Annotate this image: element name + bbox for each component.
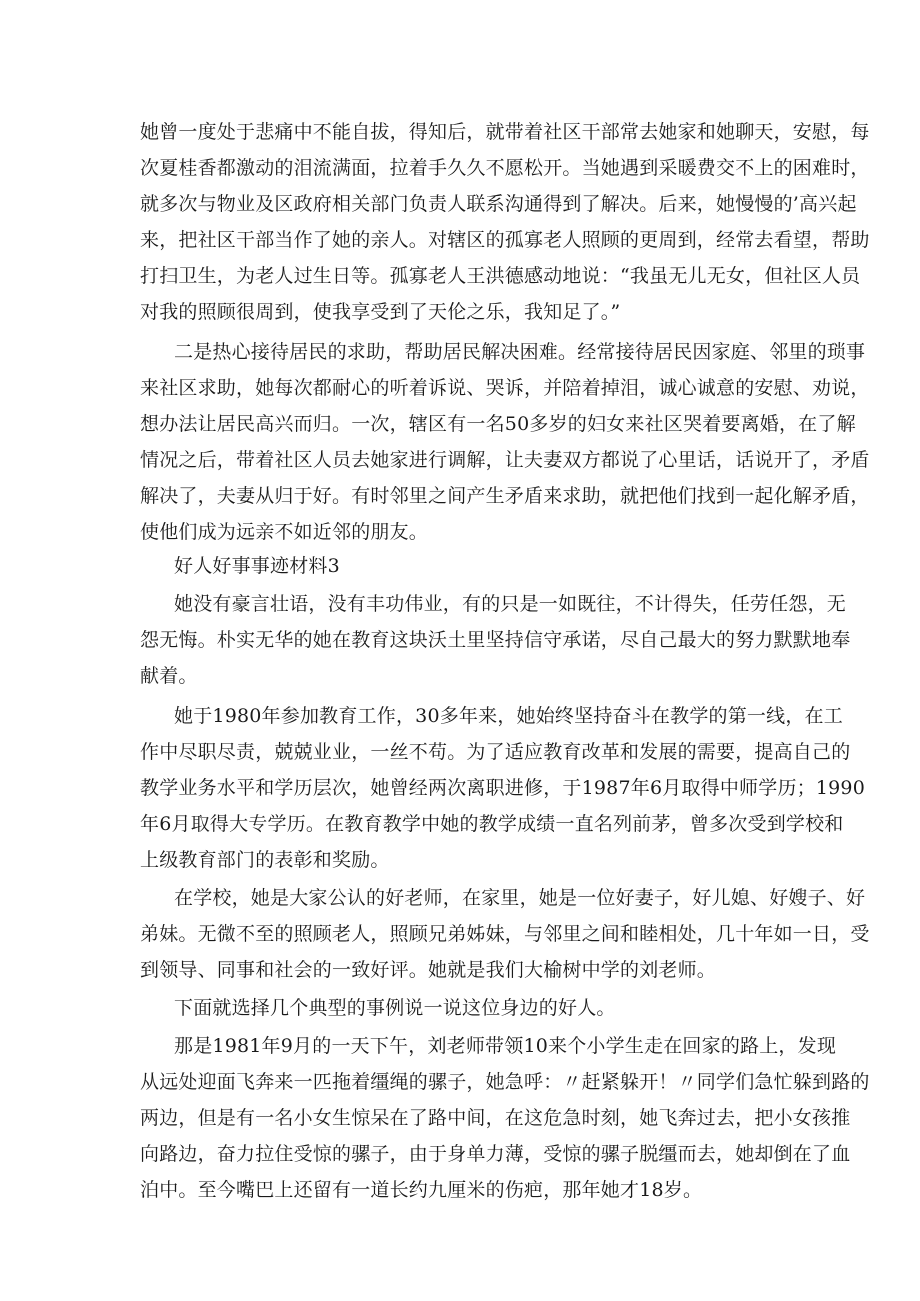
text-line: 泊中。至今嘴巴上还留有一道长约九厘米的伤疤，那年她才18岁。: [140, 1179, 703, 1201]
text-line: 到领导、同事和社会的一致好评。她就是我们大榆树中学的刘老师。: [140, 959, 717, 981]
text-line: 年6月取得大专学历。在教育教学中她的教学成绩一直名列前茅，曾多次受到学校和: [140, 813, 844, 835]
text-line: 弟妹。无微不至的照顾老人，照顾兄弟姊妹，与邻里之间和睦相处，几十年如一日，受: [140, 923, 870, 945]
text-line: 想办法让居民高兴而归。一次，辖区有一名50多岁的妇女来社区哭着要离婚，在了解: [140, 413, 856, 435]
paragraph-first-line: 她没有豪言壮语，没有丰功伟业，有的只是一如既往，不计得失，任劳任怨，无: [174, 593, 847, 615]
paragraph-first-line: 二是热心接待居民的求助，帮助居民解决困难。经常接待居民因家庭、邻里的琐事: [174, 341, 866, 363]
text-line: 就多次与物业及区政府相关部门负责人联系沟通得到了解决。后来，她慢慢的’高兴起: [140, 193, 857, 215]
text-line: 教学业务水平和学历层次，她曾经两次离职进修，于1987年6月取得中师学历；1990: [140, 777, 865, 799]
text-line: 对我的照顾很周到，使我享受到了天伦之乐，我知足了。”: [140, 301, 621, 323]
text-line: 上级教育部门的表彰和奖励。: [140, 849, 390, 871]
section-heading: 好人好事事迹材料3: [174, 555, 340, 577]
paragraph-first-line: 下面就选择几个典型的事例说一说这位身边的好人。: [174, 997, 616, 1019]
text-line: 次夏桂香都激动的泪流满面，拉着手久久不愿松开。当她遇到采暖费交不上的困难时，: [140, 157, 870, 179]
text-line: 从远处迎面飞奔来一匹拖着缰绳的骡子，她急呼：〃赶紧躲开！〃同学们急忙躲到路的: [140, 1071, 870, 1093]
text-line: 作中尽职尽责，兢兢业业，一丝不苟。为了适应教育改革和发展的需要，提高自己的: [140, 741, 851, 763]
text-line: 使他们成为远亲不如近邻的朋友。: [140, 521, 429, 543]
text-line: 来社区求助，她每次都耐心的听着诉说、哭诉，并陪着掉泪，诚心诚意的安慰、劝说，: [140, 377, 870, 399]
text-line: 解决了，夫妻从归于好。有时邻里之间产生矛盾来求助，就把他们找到一起化解矛盾，: [140, 485, 870, 507]
paragraph-first-line: 她于1980年参加教育工作，30多年来，她始终坚持奋斗在教学的第一线，在工: [174, 705, 843, 727]
text-line: 来，把社区干部当作了她的亲人。对辖区的孤寡老人照顾的更周到，经常去看望，帮助: [140, 229, 870, 251]
text-line: 打扫卫生，为老人过生日等。孤寡老人王洪德感动地说：“我虽无儿无女，但社区人员: [140, 265, 861, 287]
paragraph-first-line: 那是1981年9月的一天下午，刘老师带领10来个小学生走在回家的路上，发现: [174, 1035, 837, 1057]
text-line: 怨无悔。朴实无华的她在教育这块沃土里坚持信守承诺，尽自己最大的努力默默地奉: [140, 629, 851, 651]
text-line: 献着。: [140, 665, 198, 687]
text-line: 两边，但是有一名小女生惊呆在了路中间，在这危急时刻，她飞奔过去，把小女孩推: [140, 1107, 851, 1129]
text-line: 向路边，奋力拉住受惊的骡子，由于身单力薄，受惊的骡子脱缰而去，她却倒在了血: [140, 1143, 851, 1165]
text-line: 她曾一度处于悲痛中不能自拔，得知后，就带着社区干部常去她家和她聊天，安慰，每: [140, 121, 870, 143]
paragraph-first-line: 在学校，她是大家公认的好老师，在家里，她是一位好妻子，好儿媳、好嫂子、好: [174, 887, 866, 909]
text-line: 情况之后，带着社区人员去她家进行调解，让夫妻双方都说了心里话，话说开了，矛盾: [140, 449, 870, 471]
